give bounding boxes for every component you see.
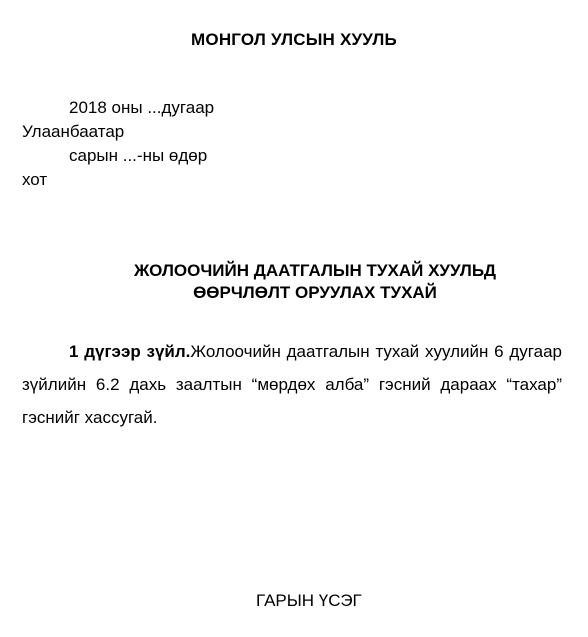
date-line-1: 2018 оны ...дугаар: [69, 98, 215, 117]
place-line-1: Улаанбаатар: [22, 122, 125, 141]
article-1-text: Жолоочийн даатгалын тухай хуулийн 6 дугаар зүйлийн 6.2 дахь заалтын “мөрдөх алба” гэсний дараах “тахар” гэснийг хассугай.: [22, 342, 562, 427]
heading-line-2: ӨӨРЧЛӨЛТ ОРУУЛАХ ТУХАЙ: [193, 283, 437, 302]
heading-line-1: ЖОЛООЧИЙН ДААТГАЛЫН ТУХАЙ ХУУЛЬД: [134, 261, 496, 280]
signature-line: ГАРЫН ҮСЭГ: [256, 591, 362, 610]
article-1: [22, 335, 562, 434]
date-line-2: сарын ...-ны өдөр: [69, 146, 208, 165]
law-title: МОНГОЛ УЛСЫН ХУУЛЬ: [191, 30, 397, 49]
place-line-2: хот: [22, 170, 48, 189]
document-heading: [0, 260, 588, 304]
article-1-label: 1 дүгээр зүйл.: [69, 342, 191, 361]
